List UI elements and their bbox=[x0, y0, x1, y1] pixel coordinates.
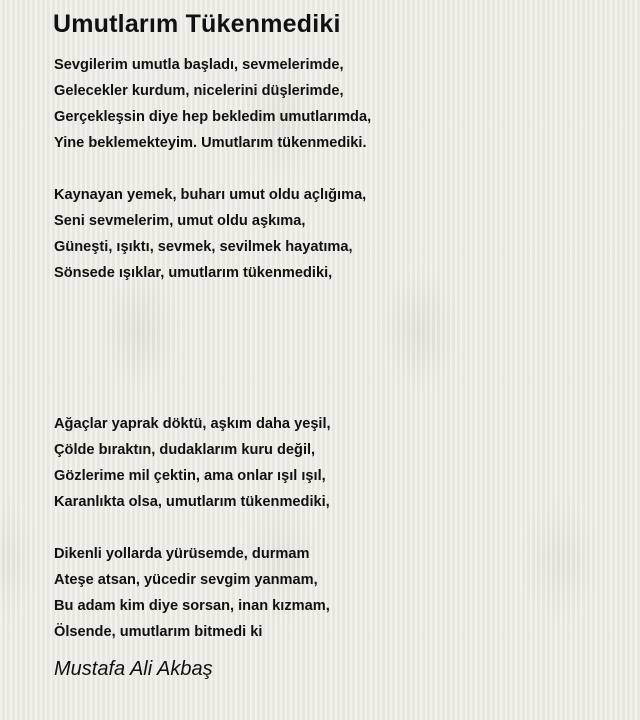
poem-line: Ağaçlar yaprak döktü, aşkım daha yeşil, bbox=[54, 416, 331, 432]
stanza-3 bbox=[54, 411, 331, 515]
poem-title: Umutlarım Tükenmediki bbox=[53, 10, 341, 38]
poem-line: Dikenli yollarda yürüsemde, durmam bbox=[54, 546, 310, 562]
poem-line: Kaynayan yemek, buharı umut oldu açlığıma, bbox=[54, 187, 367, 203]
poem-line: Karanlıkta olsa, umutlarım tükenmediki, bbox=[54, 494, 330, 510]
stanza-1 bbox=[54, 52, 371, 156]
poem-line: Gözlerime mil çektin, ama onlar ışıl ışıl, bbox=[54, 468, 326, 484]
poem-line: Seni sevmelerim, umut oldu aşkıma, bbox=[54, 213, 306, 229]
poem-line: Bu adam kim diye sorsan, inan kızmam, bbox=[54, 598, 330, 614]
poem-line: Ölsende, umutlarım bitmedi ki bbox=[54, 624, 263, 640]
stanza-2 bbox=[54, 182, 366, 286]
poem-line: Ateşe atsan, yücedir sevgim yanmam, bbox=[54, 572, 318, 588]
poem-line: Sevgilerim umutla başladı, sevmelerimde, bbox=[54, 57, 344, 73]
poem-line: Gerçekleşsin diye hep bekledim umutlarımda, bbox=[54, 109, 372, 125]
poem-line: Güneşti, ışıktı, sevmek, sevilmek hayatıma, bbox=[54, 239, 353, 255]
poem-line: Sönsede ışıklar, umutlarım tükenmediki, bbox=[54, 265, 333, 281]
poem-line: Çölde bıraktın, dudaklarım kuru değil, bbox=[54, 442, 316, 458]
poem-author: Mustafa Ali Akbaş bbox=[54, 658, 213, 680]
poem-line: Yine beklemekteyim. Umutlarım tükenmediki. bbox=[54, 135, 367, 151]
stanza-4 bbox=[54, 541, 330, 645]
poem-line: Gelecekler kurdum, nicelerini düşlerimde, bbox=[54, 83, 344, 99]
